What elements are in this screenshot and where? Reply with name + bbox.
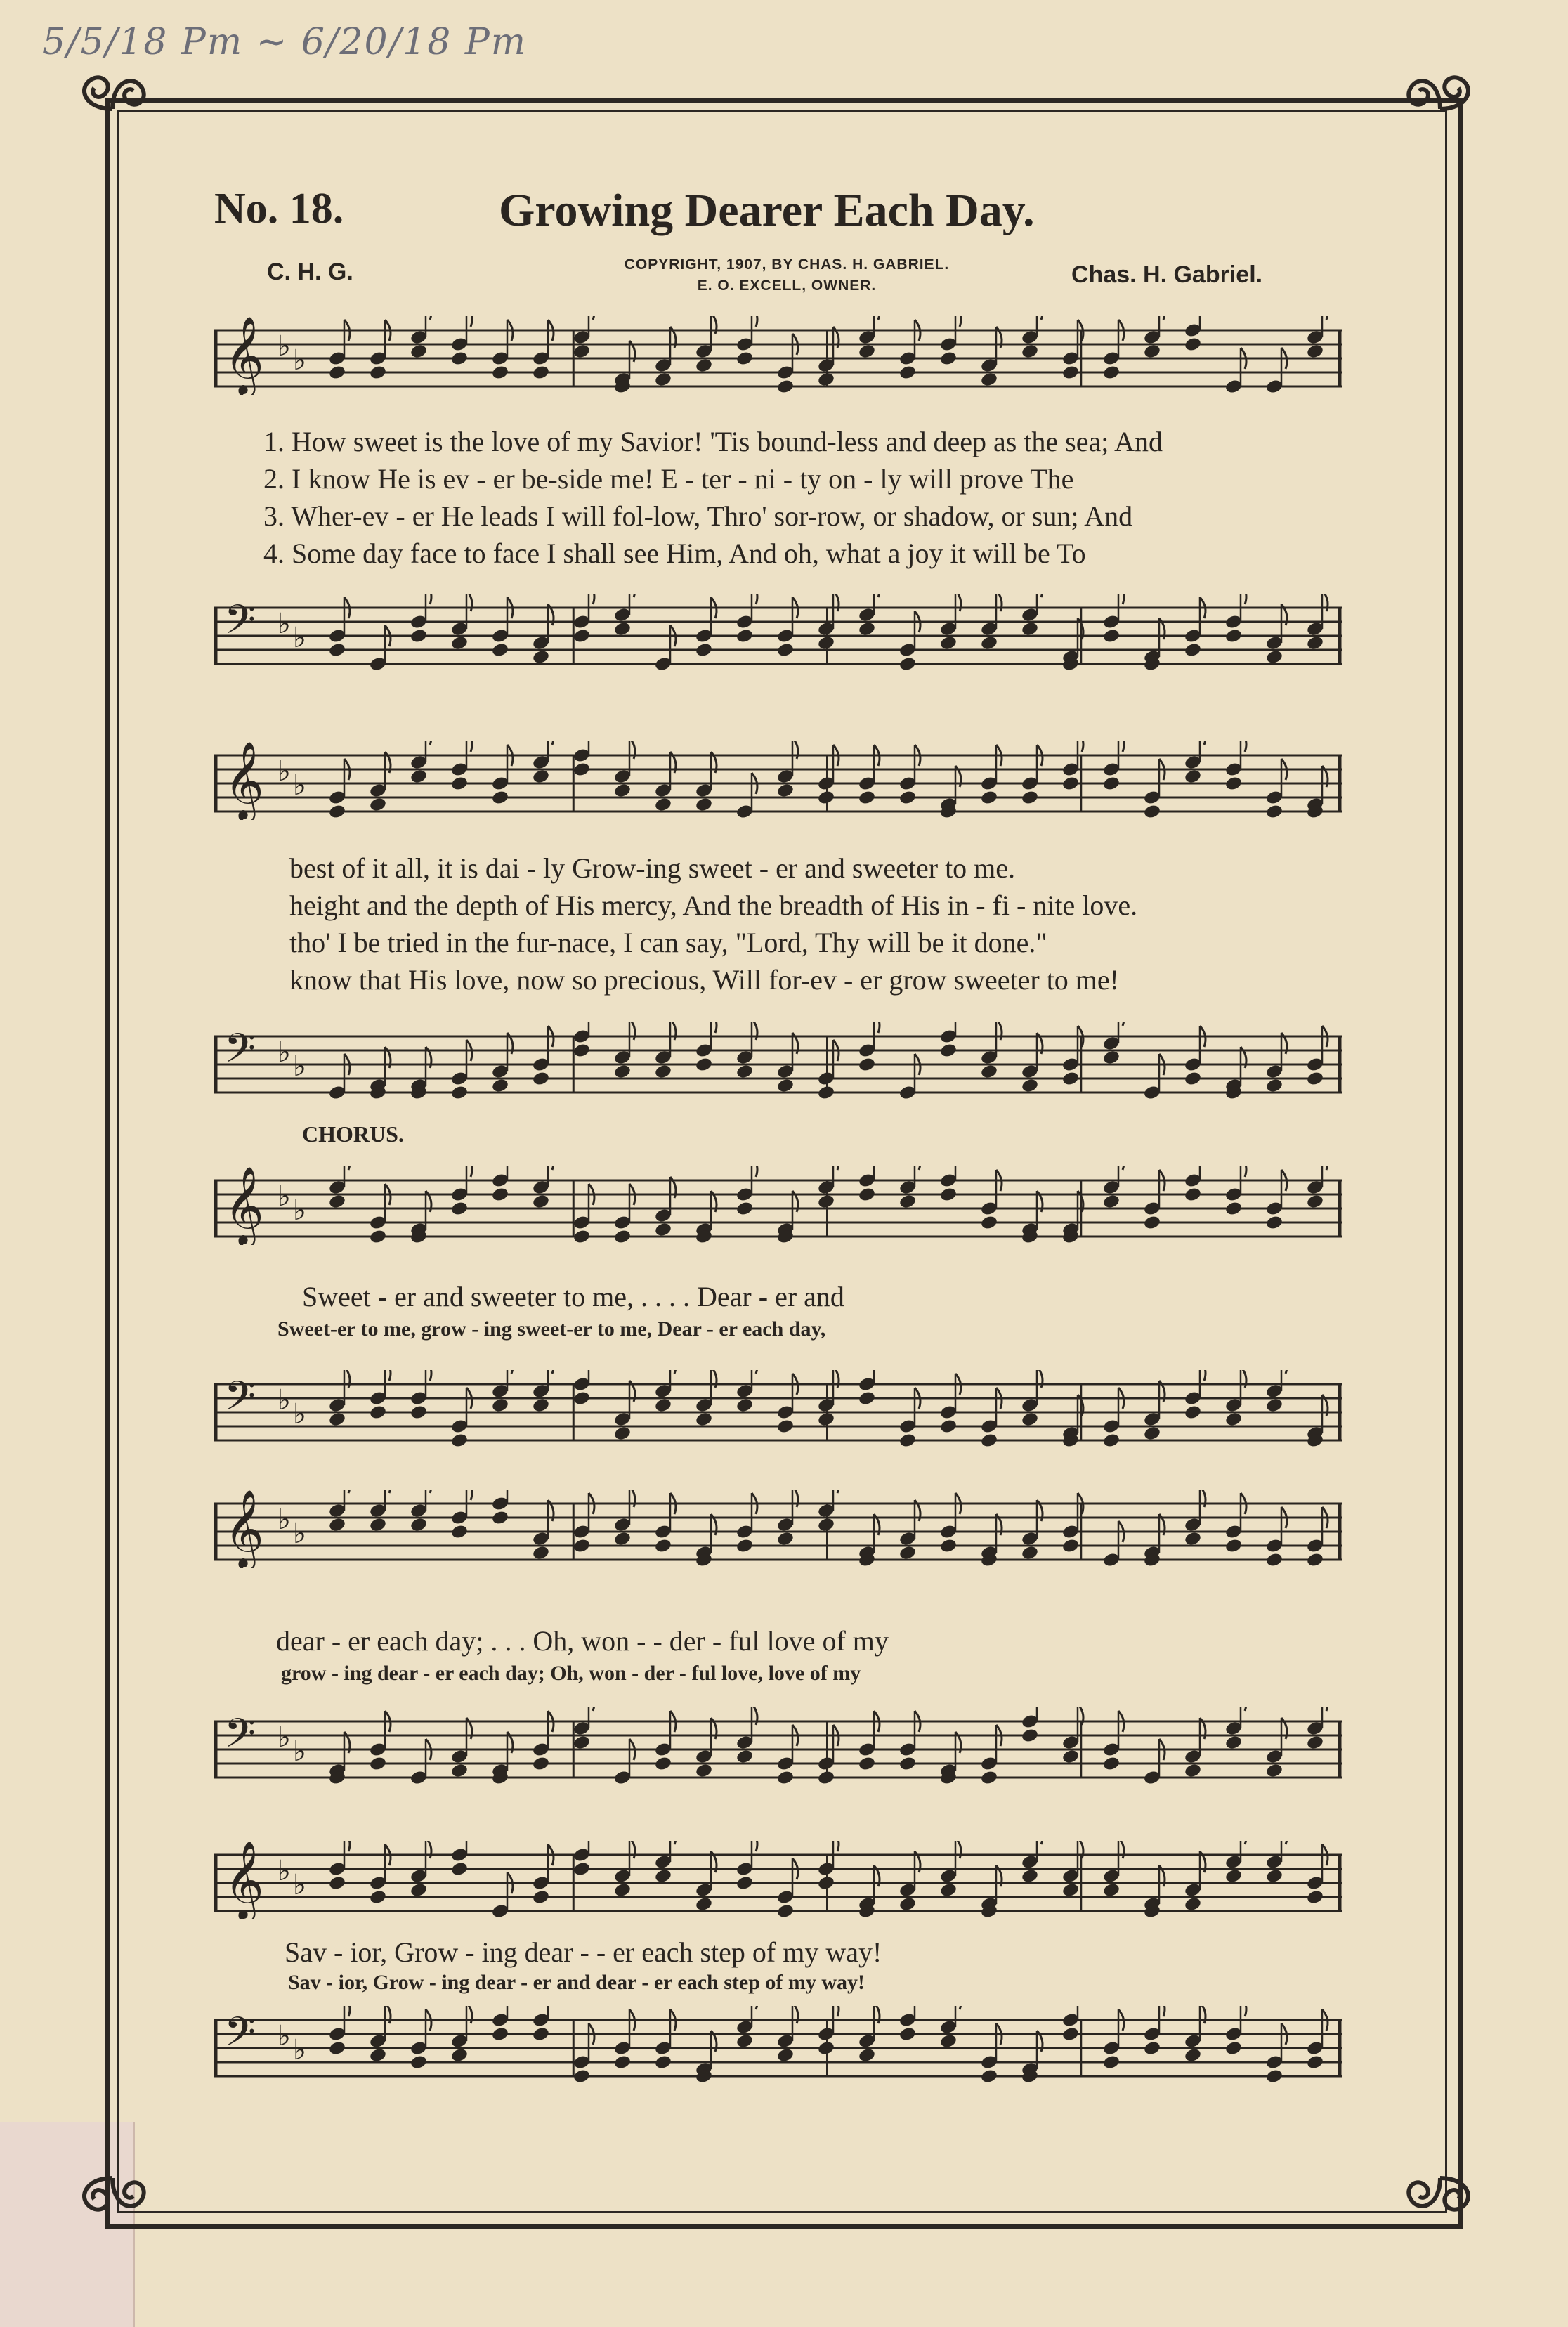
bass-staff (214, 594, 1342, 672)
verse-line: 4. Some day face to face I shall see Him, And oh, what a joy it will be To (263, 537, 1086, 569)
svg-text:♭: ♭ (293, 1050, 306, 1083)
svg-text:𝄞: 𝄞 (224, 1841, 264, 1919)
treble-staff (214, 316, 1342, 395)
treble-staff (214, 741, 1342, 820)
flourish-corner-icon (1398, 2136, 1482, 2220)
svg-text:𝄢: 𝄢 (224, 596, 256, 653)
composer-name: Chas. H. Gabriel. (1071, 261, 1263, 288)
svg-text:♭: ♭ (293, 1518, 306, 1550)
svg-text:♭: ♭ (277, 755, 291, 788)
svg-text:𝄞: 𝄞 (224, 1166, 264, 1244)
treble-staff (214, 1841, 1342, 1919)
handwritten-note: 5/5/18 Pm ~ 6/20/18 Pm (42, 21, 528, 63)
svg-text:♭: ♭ (277, 608, 291, 640)
author-initials: C. H. G. (267, 259, 353, 285)
verse-line: 2. I know He is ev - er be-side me! E - ter - ni - ty on - ly will prove The (263, 463, 1074, 495)
copyright-notice (590, 254, 984, 296)
bass-staff (214, 1022, 1342, 1101)
flourish-corner-icon (1398, 67, 1482, 151)
svg-text:♭: ♭ (293, 2034, 306, 2066)
chorus-sub-lyric: grow - ing dear - er each day; Oh, won - der - ful love, love of my (281, 1662, 861, 1685)
svg-text:♭: ♭ (277, 1855, 291, 1887)
chorus-lyric: Sav - ior, Grow - ing dear - - er each step of my way! (285, 1936, 882, 1968)
verse-line: know that His love, now so precious, Will for-ev - er grow sweeter to me! (289, 964, 1119, 996)
svg-text:𝄞: 𝄞 (224, 741, 264, 819)
svg-text:♭: ♭ (293, 344, 306, 377)
verse-line: 1. How sweet is the love of my Savior! 'Tis bound-less and deep as the sea; And (263, 426, 1163, 457)
hymn-number: No. 18. (214, 185, 344, 233)
svg-text:♭: ♭ (293, 622, 306, 654)
bass-staff (214, 1370, 1342, 1449)
svg-text:♭: ♭ (293, 1194, 306, 1227)
chorus-label: CHORUS. (302, 1121, 404, 1147)
svg-text:♭: ♭ (293, 1869, 306, 1901)
svg-text:𝄢: 𝄢 (224, 1024, 256, 1082)
chorus-lyric: dear - er each day; . . . Oh, won - - der - ful love of my (276, 1625, 889, 1657)
svg-text:𝄢: 𝄢 (224, 1709, 256, 1767)
svg-text:♭: ♭ (277, 2020, 291, 2052)
svg-text:♭: ♭ (293, 1735, 306, 1768)
svg-text:♭: ♭ (277, 1180, 291, 1213)
verse-line: height and the depth of His mercy, And the breadth of His in - fi - nite love. (289, 889, 1138, 921)
treble-staff (214, 1490, 1342, 1568)
chorus-sub-lyric: Sav - ior, Grow - ing dear - er and dear - er each step of my way! (288, 1971, 865, 1994)
svg-text:♭: ♭ (277, 1036, 291, 1069)
bass-staff (214, 1707, 1342, 1786)
flourish-corner-icon (70, 2136, 155, 2220)
chorus-lyric: Sweet - er and sweeter to me, . . . . Dear - er and (302, 1281, 844, 1312)
verse-line: best of it all, it is dai - ly Grow-ing sweet - er and sweeter to me. (289, 852, 1016, 884)
verse-line: tho' I be tried in the fur-nace, I can say, "Lord, Thy will be it done." (289, 927, 1047, 958)
svg-text:♭: ♭ (277, 1384, 291, 1416)
flourish-corner-icon (70, 67, 155, 151)
svg-text:♭: ♭ (293, 1398, 306, 1430)
chorus-sub-lyric: Sweet-er to me, grow - ing sweet-er to me, Dear - er each day, (277, 1317, 826, 1341)
svg-text:♭: ♭ (277, 1504, 291, 1536)
svg-text:♭: ♭ (277, 1721, 291, 1754)
svg-text:♭: ♭ (293, 769, 306, 802)
treble-staff (214, 1166, 1342, 1245)
verse-line: 3. Wher-ev - er He leads I will fol-low, Thro' sor-row, or shadow, or sun; And (263, 500, 1133, 532)
svg-text:𝄢: 𝄢 (224, 2008, 256, 2066)
copyright-owner: E. O. EXCELL, OWNER. (697, 278, 877, 294)
hymn-title: Growing Dearer Each Day. (499, 185, 1035, 236)
svg-text:♭: ♭ (277, 330, 291, 363)
svg-text:𝄢: 𝄢 (224, 1372, 256, 1430)
svg-text:𝄞: 𝄞 (224, 316, 264, 394)
copyright-line: COPYRIGHT, 1907, BY CHAS. H. GABRIEL. (624, 256, 950, 273)
bass-staff (214, 2006, 1342, 2085)
svg-text:𝄞: 𝄞 (224, 1490, 264, 1567)
